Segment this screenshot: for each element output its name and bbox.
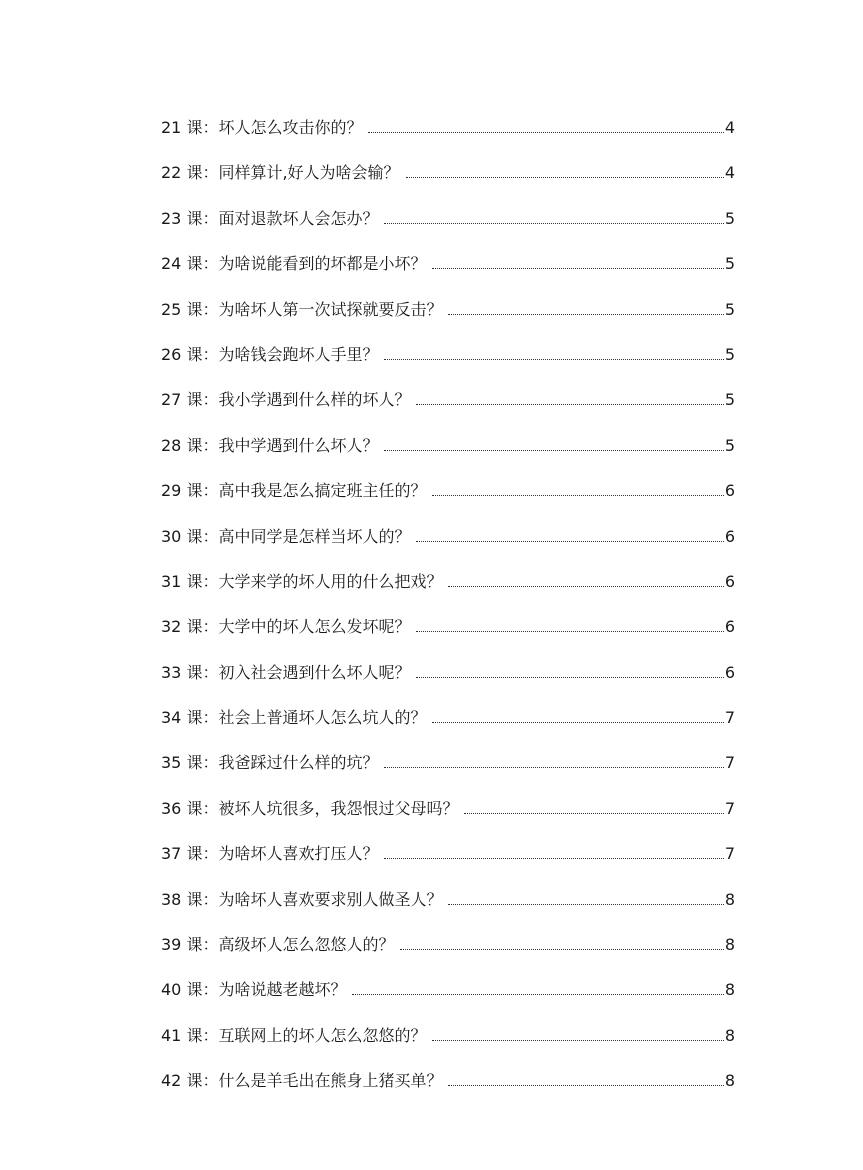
toc-page-number: 7	[724, 798, 735, 818]
toc-entry-title: 24 课：为啥说能看到的坏都是小坏？	[161, 254, 427, 274]
toc-dot-leader	[384, 223, 723, 224]
toc-entry[interactable]	[161, 114, 735, 159]
toc-entry-title: 32 课：大学中的坏人怎么发坏呢？	[161, 617, 411, 637]
toc-entry-title: 41 课：互联网上的坏人怎么忽悠的？	[161, 1025, 427, 1045]
toc-entry[interactable]	[161, 840, 735, 885]
toc-entry-title: 26 课：为啥钱会跑坏人手里？	[161, 344, 379, 364]
toc-dot-leader	[400, 949, 723, 950]
toc-dot-leader	[352, 994, 723, 995]
toc-page-number: 6	[724, 662, 735, 682]
toc-entry-title: 21 课：坏人怎么攻击你的？	[161, 118, 363, 137]
toc-page-number: 6	[724, 526, 735, 546]
toc-entry-title: 25 课：为啥坏人第一次试探就要反击？	[161, 299, 443, 319]
toc-dot-leader	[432, 268, 723, 269]
toc-entry[interactable]	[161, 795, 735, 840]
toc-dot-leader	[384, 858, 723, 859]
toc-page-number: 6	[724, 481, 735, 501]
toc-dot-leader	[368, 132, 723, 133]
toc-entry[interactable]	[161, 159, 735, 204]
toc-entry-title: 38 课：为啥坏人喜欢要求别人做圣人？	[161, 889, 443, 909]
toc-entry[interactable]	[161, 341, 735, 386]
toc-entry-title: 33 课：初入社会遇到什么坏人呢？	[161, 662, 411, 682]
toc-dot-leader	[416, 404, 723, 405]
toc-entry[interactable]	[161, 1067, 735, 1112]
toc-dot-leader	[416, 631, 723, 632]
toc-entry-title: 39 课：高级坏人怎么忽悠人的？	[161, 935, 395, 955]
toc-page-number: 7	[724, 708, 735, 728]
toc-entry-title: 34 课：社会上普通坏人怎么坑人的？	[161, 708, 427, 728]
toc-entry[interactable]	[161, 976, 735, 1021]
toc-dot-leader	[448, 314, 723, 315]
toc-entry-title: 37 课：为啥坏人喜欢打压人？	[161, 844, 379, 864]
toc-entry[interactable]	[161, 1022, 735, 1067]
toc-page-number: 8	[724, 1025, 735, 1045]
toc-page-number: 8	[724, 980, 735, 1000]
table-of-contents	[161, 114, 735, 1113]
toc-page-number: 4	[724, 118, 735, 137]
toc-entry[interactable]	[161, 931, 735, 976]
toc-dot-leader	[406, 177, 724, 178]
toc-entry-title: 22 课：同样算计,好人为啥会输？	[161, 163, 400, 183]
toc-dot-leader	[416, 677, 723, 678]
toc-page-number: 6	[724, 571, 735, 591]
toc-page-number: 7	[724, 753, 735, 773]
toc-page-number: 5	[724, 208, 735, 228]
toc-page-number: 8	[724, 889, 735, 909]
toc-entry[interactable]	[161, 296, 735, 341]
toc-page-number: 4	[724, 163, 735, 183]
toc-entry[interactable]	[161, 250, 735, 295]
toc-dot-leader	[432, 1040, 723, 1041]
toc-page-number: 8	[724, 1071, 735, 1091]
toc-entry[interactable]	[161, 613, 735, 658]
toc-entry-title: 40 课：为啥说越老越坏？	[161, 980, 347, 1000]
toc-entry[interactable]	[161, 205, 735, 250]
toc-dot-leader	[448, 904, 723, 905]
toc-dot-leader	[384, 450, 723, 451]
toc-page-number: 5	[724, 390, 735, 410]
toc-entry[interactable]	[161, 523, 735, 568]
toc-dot-leader	[416, 541, 723, 542]
toc-entry[interactable]	[161, 886, 735, 931]
toc-entry-title: 30 课：高中同学是怎样当坏人的？	[161, 526, 411, 546]
toc-entry-title: 31 课：大学来学的坏人用的什么把戏？	[161, 571, 443, 591]
toc-entry[interactable]	[161, 477, 735, 522]
toc-page-number: 5	[724, 254, 735, 274]
toc-entry-title: 27 课：我小学遇到什么样的坏人？	[161, 390, 411, 410]
toc-entry-title: 36 课：被坏人坑很多，我怨恨过父母吗？	[161, 798, 459, 818]
toc-entry[interactable]	[161, 432, 735, 477]
toc-page-number: 5	[724, 344, 735, 364]
toc-dot-leader	[432, 722, 723, 723]
toc-page-number: 5	[724, 299, 735, 319]
toc-entry-title: 23 课：面对退款坏人会怎办？	[161, 208, 379, 228]
toc-dot-leader	[448, 586, 723, 587]
toc-page-number: 8	[724, 935, 735, 955]
toc-entry[interactable]	[161, 704, 735, 749]
toc-entry-title: 28 课：我中学遇到什么坏人？	[161, 435, 379, 455]
toc-dot-leader	[448, 1085, 723, 1086]
toc-page-number: 7	[724, 844, 735, 864]
toc-page-number: 6	[724, 617, 735, 637]
toc-entry-title: 29 课：高中我是怎么搞定班主任的？	[161, 481, 427, 501]
toc-entry[interactable]	[161, 386, 735, 431]
toc-entry-title: 42 课：什么是羊毛出在熊身上猪买单？	[161, 1071, 443, 1091]
toc-entry-title: 35 课：我爸踩过什么样的坑？	[161, 753, 379, 773]
toc-dot-leader	[384, 359, 723, 360]
toc-entry[interactable]	[161, 568, 735, 613]
toc-dot-leader	[464, 813, 723, 814]
toc-entry[interactable]	[161, 749, 735, 794]
toc-dot-leader	[384, 767, 723, 768]
toc-page-number: 5	[724, 435, 735, 455]
toc-entry[interactable]	[161, 659, 735, 704]
toc-dot-leader	[432, 495, 723, 496]
